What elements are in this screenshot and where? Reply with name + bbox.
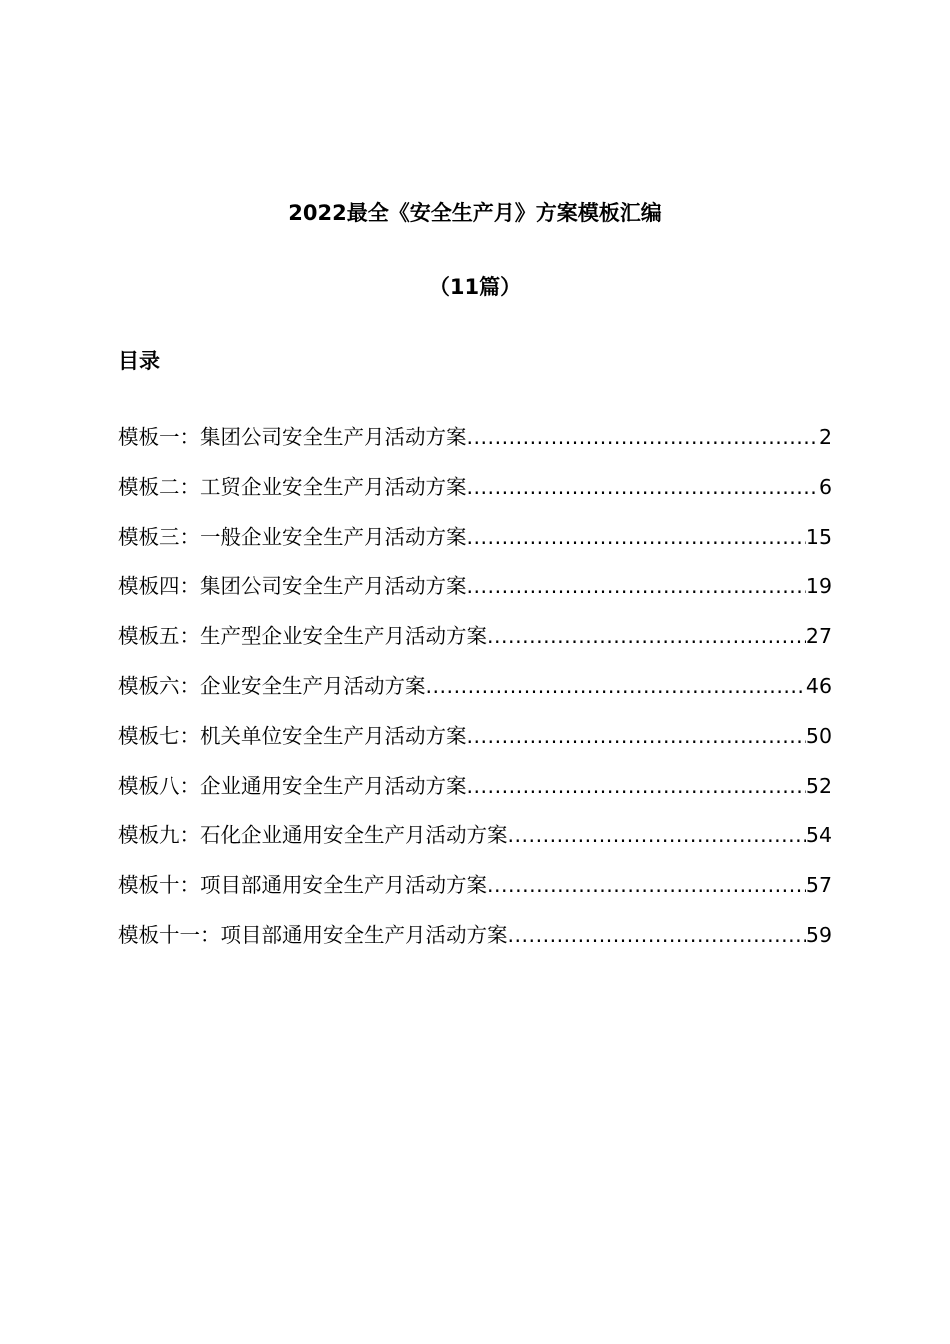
toc-entry-label: 模板九：石化企业通用安全生产月活动方案 — [118, 823, 508, 848]
toc-entry-label: 模板十一：项目部通用安全生产月活动方案 — [118, 922, 508, 947]
toc-entry[interactable] — [118, 471, 832, 521]
toc-heading: 目录 — [118, 349, 160, 373]
toc-dot-leader — [487, 620, 806, 652]
toc-entry[interactable] — [118, 421, 832, 471]
toc-entry[interactable] — [118, 570, 832, 620]
toc-dot-leader — [508, 819, 806, 851]
toc-entry-page: 19 — [805, 574, 832, 599]
toc-dot-leader — [467, 720, 806, 752]
toc-entry-label: 模板三：一般企业安全生产月活动方案 — [118, 524, 467, 549]
toc-entry[interactable] — [118, 620, 832, 670]
toc-entry-label: 模板六：企业安全生产月活动方案 — [118, 673, 426, 698]
toc-dot-leader — [508, 919, 806, 951]
toc-entry-page: 57 — [805, 873, 832, 898]
toc-entry-label: 模板十：项目部通用安全生产月活动方案 — [118, 873, 487, 898]
toc-entry[interactable] — [118, 869, 832, 919]
table-of-contents — [118, 421, 832, 969]
toc-entry-label: 模板五：生产型企业安全生产月活动方案 — [118, 624, 487, 649]
toc-dot-leader — [487, 869, 806, 901]
toc-entry-page: 2 — [818, 425, 832, 449]
toc-entry-label: 模板一：集团公司安全生产月活动方案 — [118, 425, 467, 449]
document-title: 2022最全《安全生产月》方案模板汇编 — [288, 201, 662, 225]
toc-entry[interactable] — [118, 720, 832, 770]
toc-entry-page: 59 — [805, 922, 832, 947]
toc-entry-page: 52 — [805, 773, 832, 798]
toc-entry-page: 15 — [805, 524, 832, 549]
toc-dot-leader — [467, 770, 806, 802]
toc-entry[interactable] — [118, 919, 832, 969]
toc-entry-label: 模板八：企业通用安全生产月活动方案 — [118, 773, 467, 798]
toc-entry-label: 模板二：工贸企业安全生产月活动方案 — [118, 474, 467, 499]
toc-dot-leader — [467, 570, 806, 602]
toc-entry[interactable] — [118, 819, 832, 869]
toc-dot-leader — [467, 521, 806, 553]
toc-dot-leader — [467, 471, 819, 503]
toc-entry-label: 模板四：集团公司安全生产月活动方案 — [118, 574, 467, 599]
toc-entry[interactable] — [118, 670, 832, 720]
toc-entry[interactable] — [118, 770, 832, 820]
toc-dot-leader — [426, 670, 806, 702]
toc-entry[interactable] — [118, 521, 832, 571]
toc-entry-page: 6 — [818, 474, 832, 499]
toc-entry-page: 27 — [805, 624, 832, 649]
toc-entry-page: 54 — [805, 823, 832, 848]
toc-entry-page: 46 — [805, 673, 832, 698]
toc-dot-leader — [467, 421, 819, 453]
document-subtitle: （11篇） — [428, 275, 522, 299]
toc-entry-page: 50 — [805, 723, 832, 748]
toc-entry-label: 模板七：机关单位安全生产月活动方案 — [118, 723, 467, 748]
